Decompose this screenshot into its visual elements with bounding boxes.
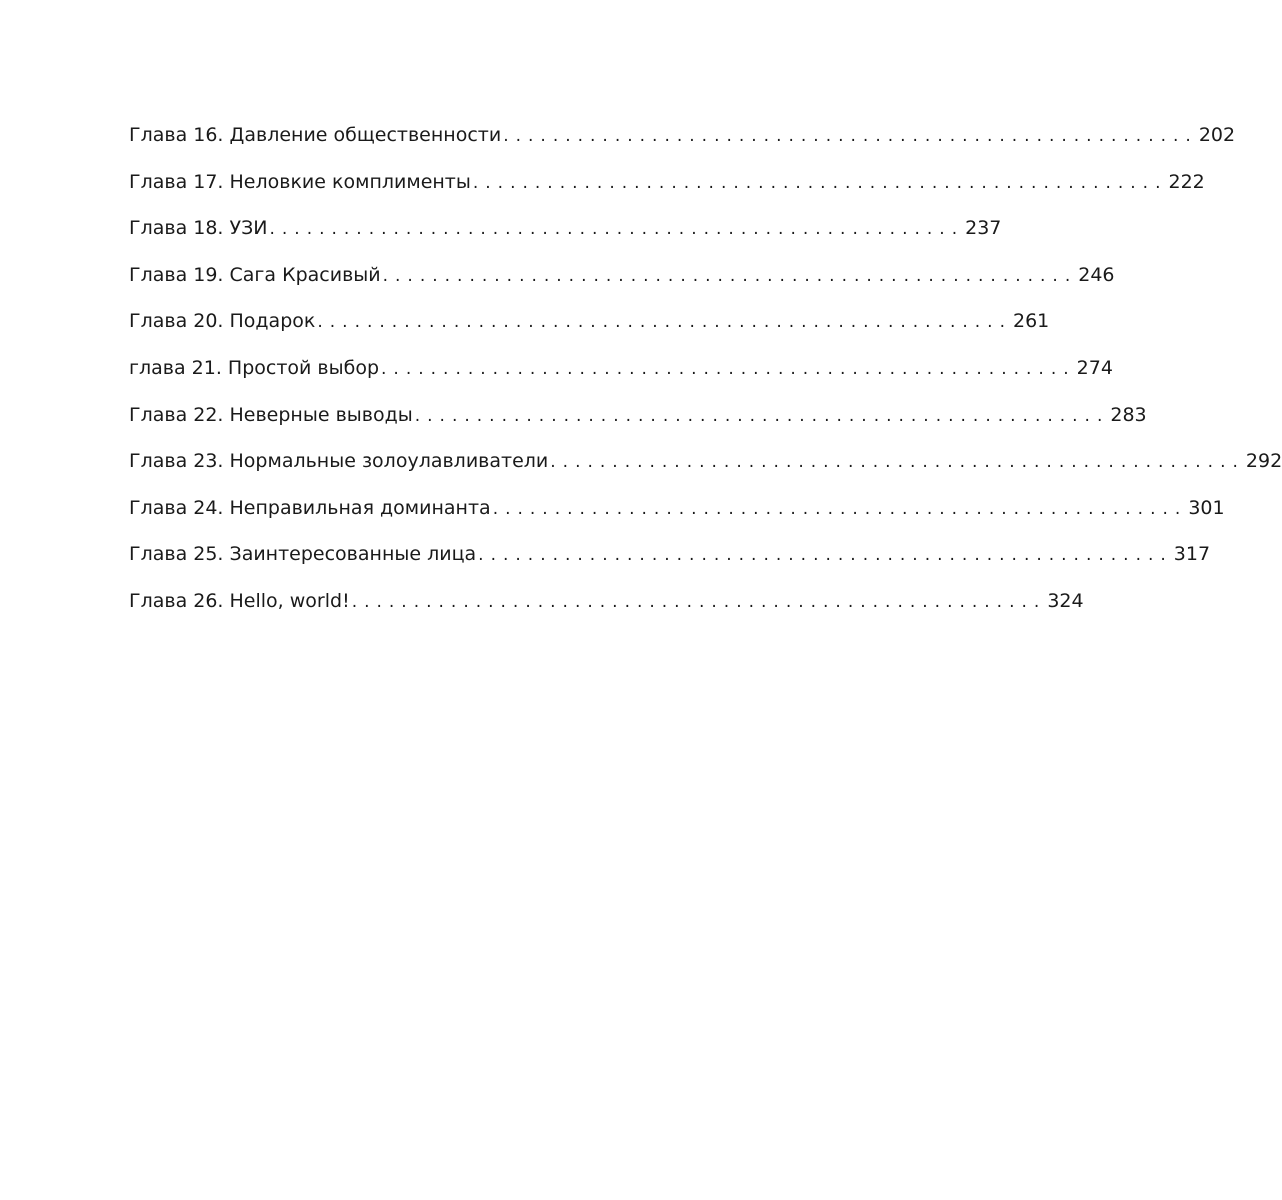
toc-entry-title: глава 21. Простой выбор (129, 356, 380, 379)
toc-entry-page: 283 (1110, 403, 1147, 426)
toc-entry-page: 202 (1198, 124, 1236, 146)
toc-entry-title: Глава 24. Неправильная доминанта (129, 496, 491, 519)
toc-entry-title: Глава 23. Нормальные золоулавливатели (129, 450, 549, 473)
toc-dot-leader: ........................................................ (503, 126, 1198, 146)
toc-dot-leader: ........................................................ (351, 591, 1047, 612)
toc-entry-page: 317 (1173, 543, 1211, 566)
toc-entry (129, 213, 1002, 260)
toc-entry (129, 260, 1115, 307)
toc-entry-title: Глава 17. Неловкие комплименты (129, 170, 471, 193)
toc-entry-title: Глава 16. Давление общественности (129, 124, 502, 146)
toc-dot-leader: ........................................................ (382, 265, 1078, 286)
toc-entry (129, 586, 1084, 633)
toc-entry (129, 400, 1147, 447)
toc-dot-leader: ........................................................ (414, 405, 1110, 426)
table-of-contents (129, 120, 1282, 633)
toc-entry-page: 246 (1078, 263, 1115, 286)
toc-entry (129, 306, 1050, 353)
toc-entry-page: 292 (1245, 450, 1282, 473)
toc-entry-page: 237 (965, 217, 1002, 240)
toc-entry-title: Глава 20. Подарок (129, 310, 316, 333)
toc-entry-title: Глава 18. УЗИ (129, 217, 268, 240)
toc-dot-leader: ........................................................ (478, 545, 1173, 566)
toc-entry-page: 274 (1076, 356, 1113, 379)
toc-entry-page: 324 (1047, 589, 1084, 612)
toc-entry-title: Глава 26. Hello, world! (129, 589, 350, 612)
toc-dot-leader: ........................................................ (381, 358, 1076, 379)
toc-dot-leader: ........................................................ (492, 498, 1188, 519)
toc-dot-leader: ........................................................ (317, 312, 1012, 333)
toc-dot-leader: ........................................................ (550, 452, 1245, 473)
toc-entry (129, 120, 1236, 167)
toc-entry-page: 301 (1188, 496, 1225, 519)
toc-entry-title: Глава 25. Заинтересованные лица (129, 543, 477, 566)
toc-entry (129, 353, 1113, 400)
toc-entry-title: Глава 22. Неверные выводы (129, 403, 413, 426)
toc-dot-leader: ........................................................ (269, 219, 965, 240)
toc-entry-title: Глава 19. Сага Красивый (129, 263, 381, 286)
toc-entry-page: 261 (1013, 310, 1050, 333)
toc-entry (129, 446, 1282, 493)
toc-dot-leader: ........................................................ (472, 172, 1168, 193)
toc-entry (129, 539, 1211, 586)
toc-entry (129, 493, 1225, 540)
toc-entry-page: 222 (1168, 170, 1205, 193)
toc-entry (129, 167, 1205, 214)
